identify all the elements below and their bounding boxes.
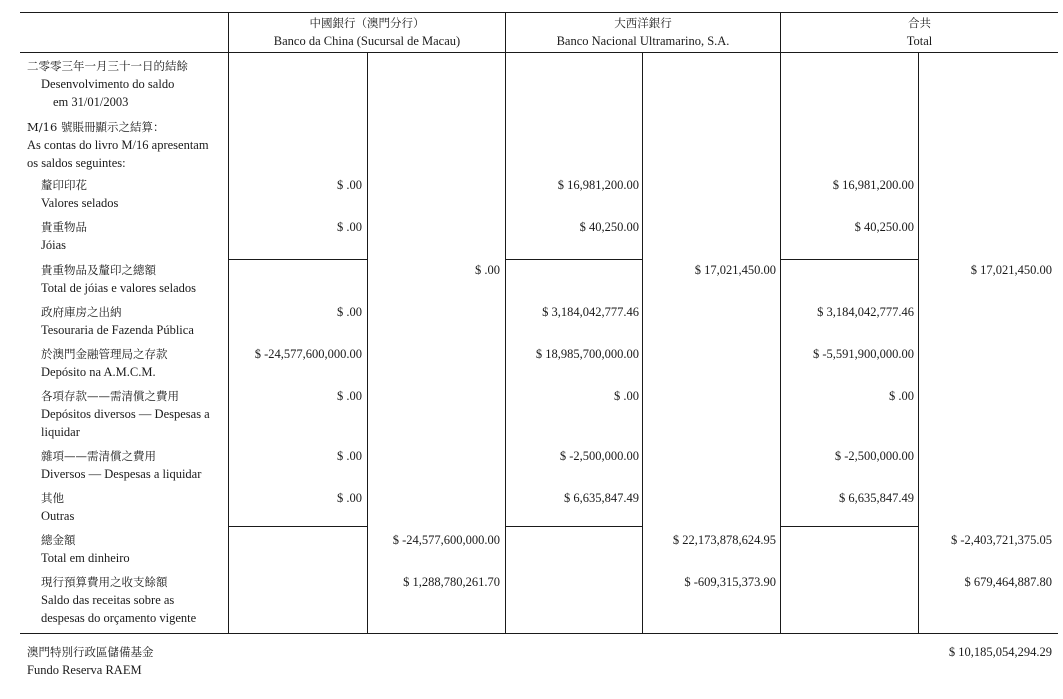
boc-amount: $ -24,577,600,000.00 xyxy=(254,347,362,361)
boc-subtotal: $ .00 xyxy=(475,263,500,277)
total-amount: $ 3,184,042,777.46 xyxy=(817,305,914,319)
row-label-zh: 雜項——需清償之費用 xyxy=(41,449,156,463)
bnu-amount: $ 6,635,847.49 xyxy=(564,491,639,505)
bnu-subtotal: $ 22,173,878,624.95 xyxy=(672,533,776,547)
boc-amount: $ .00 xyxy=(337,178,362,192)
boc-subtotal: $ 1,288,780,261.70 xyxy=(403,575,500,589)
footer-label-zh: 澳門特別行政區儲備基金 xyxy=(27,645,154,659)
table-top-rule xyxy=(20,12,1058,13)
subtotal-rule-bnu-1 xyxy=(505,259,642,260)
header-boc-zh: 中國銀行（澳門分行） xyxy=(309,16,425,30)
row-label-zh: 於澳門金融管理局之存款 xyxy=(41,347,168,361)
subtotal-rule-boc-2 xyxy=(228,526,367,527)
boc-subtotal: $ -24,577,600,000.00 xyxy=(392,533,500,547)
row-label-pt-cont: liquidar xyxy=(41,425,80,439)
subtotal-rule-tot-1 xyxy=(780,259,918,260)
subtotal-rule-boc-1 xyxy=(228,259,367,260)
footer-label-pt: Fundo Reserva RAEM xyxy=(27,663,142,677)
row-label-pt: Outras xyxy=(41,509,75,523)
row-label-zh: 貴重物品及釐印之總額 xyxy=(41,263,156,277)
total-subtotal: $ 679,464,887.80 xyxy=(964,575,1052,589)
row-label-pt: Jóias xyxy=(41,238,66,252)
boc-amount: $ .00 xyxy=(337,389,362,403)
total-amount: $ 40,250.00 xyxy=(854,220,914,234)
row-label-pt: Depósitos diversos — Despesas a xyxy=(41,407,210,421)
row-label-zh: 釐印印花 xyxy=(41,178,87,192)
col-divider-boc-bnu xyxy=(505,12,506,633)
bnu-amount: $ .00 xyxy=(614,389,639,403)
header-boc-pt: Banco da China (Sucursal de Macau) xyxy=(273,34,461,48)
bnu-amount: $ 18,985,700,000.00 xyxy=(535,347,639,361)
header-bnu-zh: 大西洋銀行 xyxy=(614,16,672,30)
intro-date-pt-2: em 31/01/2003 xyxy=(53,95,129,109)
bnu-subtotal: $ -609,315,373.90 xyxy=(684,575,776,589)
row-label-pt: Depósito na A.M.C.M. xyxy=(41,365,156,379)
intro-date-zh: 二零零三年一月三十一日的結餘 xyxy=(27,59,188,73)
total-amount: $ -5,591,900,000.00 xyxy=(812,347,914,361)
total-subtotal: $ 17,021,450.00 xyxy=(970,263,1052,277)
bnu-amount: $ 40,250.00 xyxy=(579,220,639,234)
total-amount: $ 6,635,847.49 xyxy=(839,491,914,505)
row-label-pt: Total de jóias e valores selados xyxy=(41,281,196,295)
row-label-pt-cont: despesas do orçamento vigente xyxy=(41,611,197,625)
row-label-pt: Tesouraria de Fazenda Pública xyxy=(41,323,194,337)
row-label-zh: 總金額 xyxy=(41,533,76,547)
total-subtotal: $ -2,403,721,375.05 xyxy=(950,533,1052,547)
bnu-amount: $ 3,184,042,777.46 xyxy=(542,305,639,319)
intro-date-pt-1: Desenvolvimento do saldo xyxy=(41,77,175,91)
row-label-zh: 政府庫房之出納 xyxy=(41,305,122,319)
subtotal-rule-bnu-2 xyxy=(505,526,642,527)
header-bnu-pt: Banco Nacional Ultramarino, S.A. xyxy=(556,34,730,48)
row-label-pt: Diversos — Despesas a liquidar xyxy=(41,467,202,481)
intro-m16-zh: M/16 號賬冊顯示之結算： xyxy=(27,120,165,134)
subtotal-rule-tot-2 xyxy=(780,526,918,527)
intro-m16-pt-1: As contas do livro M/16 apresentam xyxy=(27,138,209,152)
bnu-subtotal: $ 17,021,450.00 xyxy=(694,263,776,277)
row-label-zh: 現行預算費用之收支餘額 xyxy=(41,575,168,589)
header-bottom-rule xyxy=(20,52,1058,53)
row-label-pt: Valores selados xyxy=(41,196,119,210)
row-label-zh: 貴重物品 xyxy=(41,220,87,234)
bnu-amount: $ -2,500,000.00 xyxy=(559,449,639,463)
row-label-pt: Saldo das receitas sobre as xyxy=(41,593,175,607)
boc-amount: $ .00 xyxy=(337,449,362,463)
boc-amount: $ .00 xyxy=(337,220,362,234)
row-label-pt: Total em dinheiro xyxy=(41,551,130,565)
header-total-zh: 合共 xyxy=(908,16,931,30)
total-amount: $ .00 xyxy=(889,389,914,403)
col-divider-bnu-total xyxy=(780,12,781,633)
total-amount: $ 16,981,200.00 xyxy=(832,178,914,192)
intro-m16-pt-2: os saldos seguintes: xyxy=(27,156,126,170)
row-label-zh: 其他 xyxy=(41,491,64,505)
col-divider-desc xyxy=(228,12,229,633)
row-label-zh: 各項存款——需清償之費用 xyxy=(41,389,179,403)
footer-amount: $ 10,185,054,294.29 xyxy=(948,645,1052,659)
table-bottom-rule xyxy=(20,633,1058,634)
boc-amount: $ .00 xyxy=(337,491,362,505)
total-amount: $ -2,500,000.00 xyxy=(834,449,914,463)
header-total-pt: Total xyxy=(906,34,933,48)
bnu-amount: $ 16,981,200.00 xyxy=(557,178,639,192)
boc-amount: $ .00 xyxy=(337,305,362,319)
